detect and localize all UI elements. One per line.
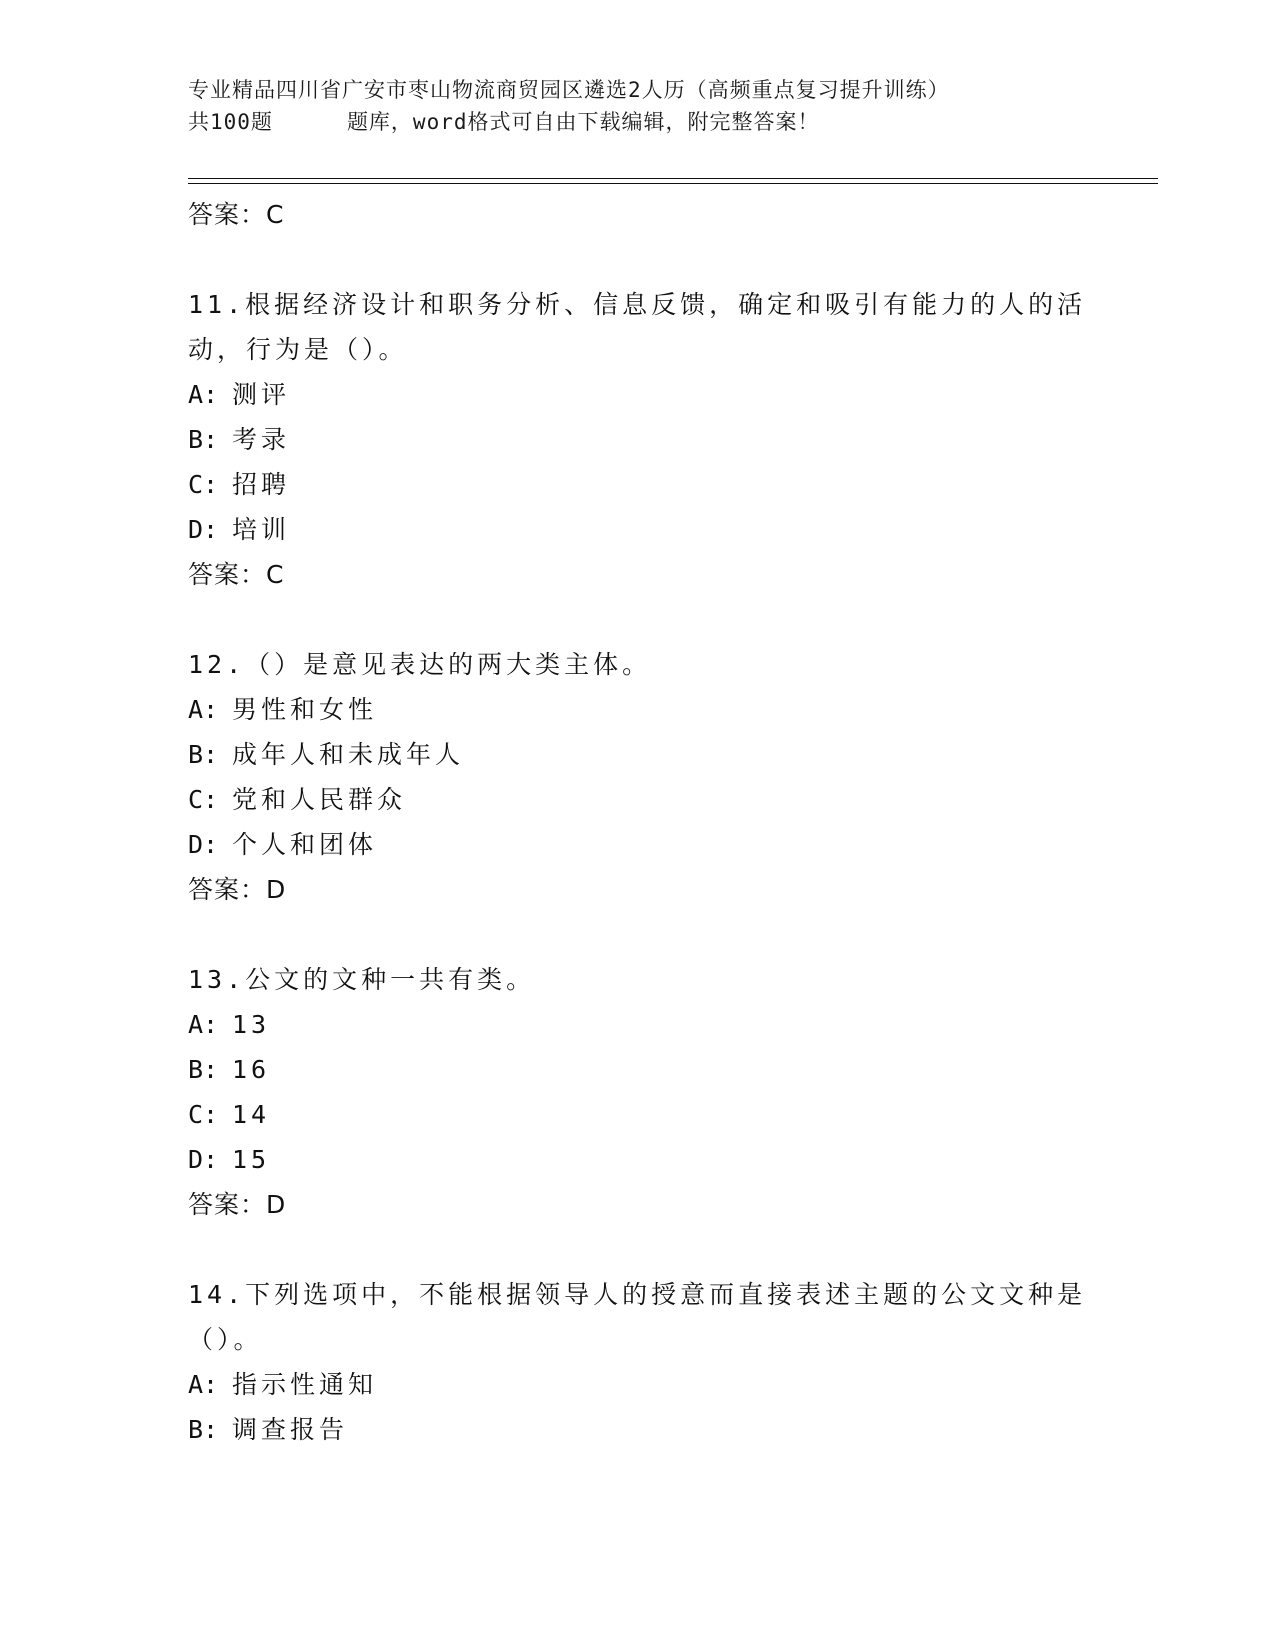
option-a <box>188 1362 1088 1407</box>
question-text: 14.下列选项中，不能根据领导人的授意而直接表述主题的公文文种是（）。 <box>188 1280 1087 1354</box>
option-text: 个人和团体 <box>232 830 378 859</box>
previous-answer: 答案：C <box>188 200 285 229</box>
option-c <box>188 462 1088 507</box>
option-text: 成年人和未成年人 <box>232 740 465 769</box>
question-text: 12.（）是意见表达的两大类主体。 <box>188 650 652 679</box>
option-b <box>188 732 1088 777</box>
option-key: C: <box>188 785 219 814</box>
option-key: B: <box>188 425 219 454</box>
option-c <box>188 777 1088 822</box>
option-a <box>188 372 1088 417</box>
option-d <box>188 822 1088 867</box>
question-12 <box>188 642 1088 913</box>
header-note: 题库，word格式可自由下载编辑，附完整答案！ <box>346 110 820 134</box>
option-d <box>188 1137 1088 1182</box>
option-text: 14 <box>232 1100 271 1129</box>
question-11 <box>188 282 1088 598</box>
option-key: C: <box>188 1100 219 1129</box>
option-key: A: <box>188 695 219 724</box>
question-text: 13.公文的文种一共有类。 <box>188 965 536 994</box>
option-text: 15 <box>232 1145 271 1174</box>
question-list <box>188 192 1088 1452</box>
option-text: 党和人民群众 <box>232 785 407 814</box>
question-text: 11.根据经济设计和职务分析、信息反馈，确定和吸引有能力的人的活动，行为是（）。 <box>188 290 1087 364</box>
answer: 答案：D <box>188 875 287 904</box>
header-subtitle <box>188 106 1148 138</box>
option-key: C: <box>188 470 219 499</box>
option-key: A: <box>188 1010 219 1039</box>
question-13 <box>188 957 1088 1228</box>
header-count: 共100题 <box>188 110 273 134</box>
option-a <box>188 687 1088 732</box>
option-key: A: <box>188 380 219 409</box>
option-text: 招聘 <box>232 470 291 499</box>
option-key: D: <box>188 1145 219 1174</box>
option-text: 测评 <box>232 380 291 409</box>
header-divider <box>188 178 1158 184</box>
option-text: 考录 <box>232 425 291 454</box>
option-text: 13 <box>232 1010 271 1039</box>
option-a <box>188 1002 1088 1047</box>
question-14 <box>188 1272 1088 1452</box>
document-header <box>188 74 1148 138</box>
option-text: 指示性通知 <box>232 1370 378 1399</box>
option-key: A: <box>188 1370 219 1399</box>
answer: 答案：C <box>188 560 285 589</box>
option-text: 培训 <box>232 515 291 544</box>
option-b <box>188 417 1088 462</box>
option-key: B: <box>188 740 219 769</box>
option-c <box>188 1092 1088 1137</box>
option-key: D: <box>188 515 219 544</box>
option-key: D: <box>188 830 219 859</box>
option-d <box>188 507 1088 552</box>
option-b <box>188 1407 1088 1452</box>
option-text: 调查报告 <box>232 1415 349 1444</box>
header-title: 专业精品四川省广安市枣山物流商贸园区遴选2人历（高频重点复习提升训练） <box>188 78 950 102</box>
option-key: B: <box>188 1415 219 1444</box>
option-text: 16 <box>232 1055 271 1084</box>
option-b <box>188 1047 1088 1092</box>
answer: 答案：D <box>188 1190 287 1219</box>
option-text: 男性和女性 <box>232 695 378 724</box>
option-key: B: <box>188 1055 219 1084</box>
